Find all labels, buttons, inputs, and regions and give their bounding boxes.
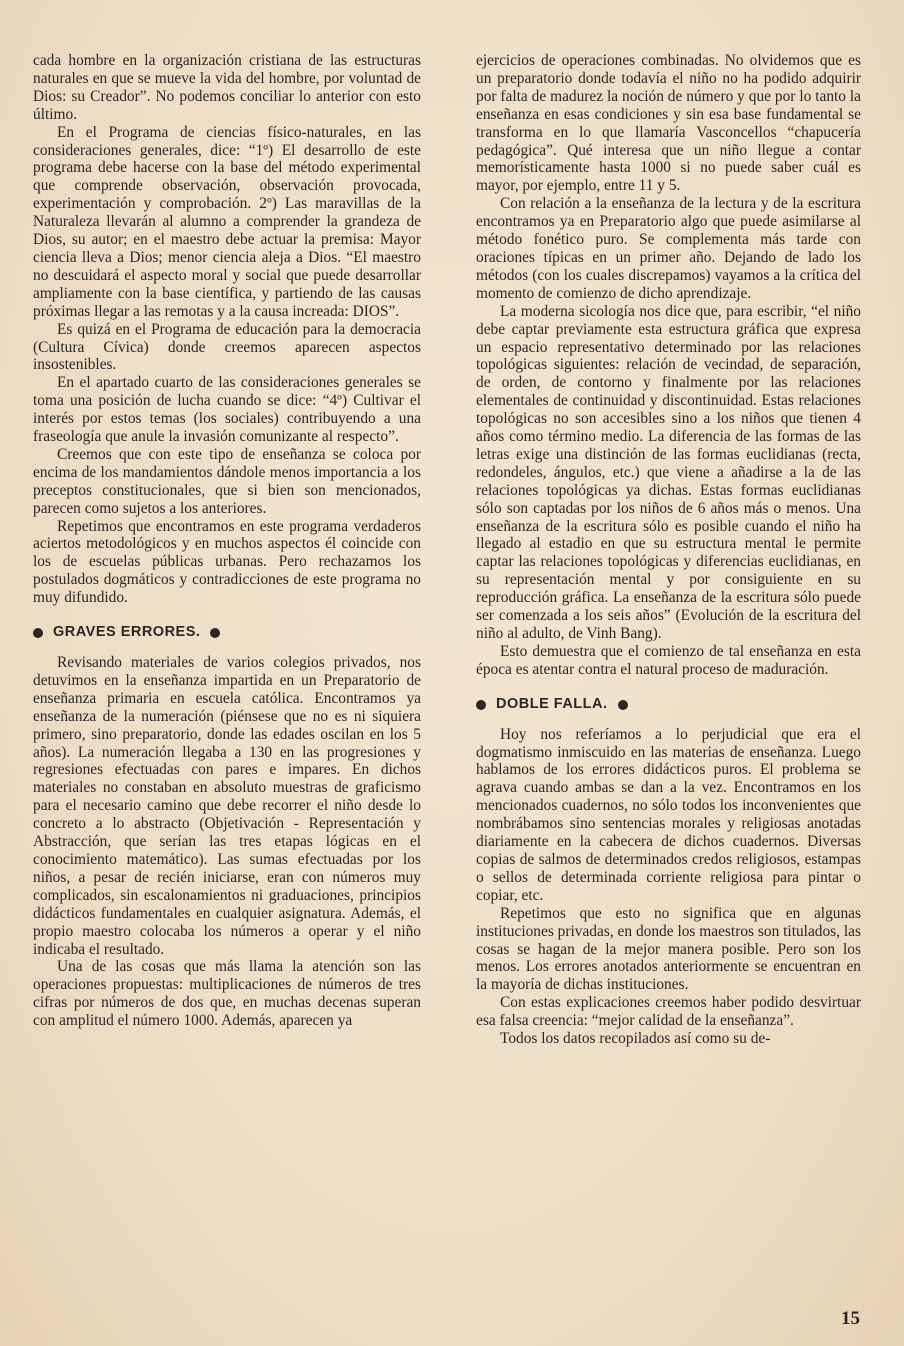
section-heading-doble-falla [476, 696, 861, 714]
paragraph: En el Programa de ciencias físico-naturales, en las consideraciones generales, dice: “1º) El desarrollo de este programa debe hacerse con la base del método experimental que comprende observación, observación provocada, experimentación y comprobación. 2º) Las maravillas de la Naturaleza llevarán al alumno a comprender la grandeza de Dios, su autor; en el maestro debe actuar la premisa: Mayor ciencia lleva a Dios; menor ciencia aleja a Dios. “El maestro no descuidará el aspecto moral y social que puede desarrollar ampliamente con la base científica, y partiendo de las causas próximas llegar a las remotas y a la causa increada: DIOS”. [33, 123, 421, 320]
paragraph: Creemos que con este tipo de enseñanza se coloca por encima de los mandamientos dándole menos importancia a los preceptos constitucionales, que si bien son mencionados, parecen como sujetos a los anteriores. [33, 445, 421, 517]
section-heading-graves-errores [33, 624, 421, 642]
paragraph: Todos los datos recopilados así como su de- [500, 1030, 771, 1048]
paragraph: Revisando materiales de varios colegios privados, nos detuvimos en la enseñanza impartida en un Preparatorio de enseñanza primaria en escuela católica. Encontramos ya enseñanza de la numeración (piénsese que no es ni siquiera primero, sino preparatorio, donde las edades oscilan en los 5 años). La numeración llegaba a 130 en las progresiones y regresiones efectuadas con pares e impares. En dichos materiales no constaban en absoluto muestras de graficismo para el necesario camino que debe recorrer el niño desde lo concreto a lo abstracto (Objetivación - Representación y Abstracción, que serían las tres etapas lógicas en el conocimiento matemático). Las sumas efectuadas por los niños, a pesar de recién iniciarse, eran con números muy complicados, sin escalonamientos ni graduaciones, principios didácticos fundamentales en cualquier asignatura. Además, el propio maestro colocaba los números a operar y el niño indicaba el resultado. [33, 654, 421, 958]
paragraph: Repetimos que esto no significa que en algunas instituciones privadas, en donde los maestros son titulados, las cosas se hagan de la mejor manera posible. Pero son los menos. Los errores anotados anteriormente se encuentran en la mayoría de dichas instituciones. [476, 904, 861, 994]
paragraph: cada hombre en la organización cristiana de las estructuras naturales en que se mueve la vida del hombre, por voluntad de Dios: su Creador”. No podemos conciliar lo anterior con esto último. [33, 52, 421, 123]
paragraph: Una de las cosas que más llama la atención son las operaciones propuestas: multiplicaciones de números de tres cifras por números de dos que, en muchas decenas superan con amplitud el número 1000. Además, aparecen ya [33, 958, 421, 1030]
bullet-icon [618, 700, 628, 710]
bullet-icon [476, 700, 486, 710]
page-number: 15 [841, 1308, 860, 1329]
paragraph: Repetimos que encontramos en este programa verdaderos aciertos metodológicos y en muchos aspectos él coincide con los de escuelas públicas urbanas. Pero rechazamos los postulados dogmáticos y contradicciones de este programa no muy difundido. [33, 517, 421, 607]
section-heading-text: GRAVES ERRORES. [53, 624, 201, 641]
section-heading-text: DOBLE FALLA. [496, 695, 608, 712]
paragraph: Con relación a la enseñanza de la lectura y de la escritura encontramos ya en Preparatorio algo que puede asimilarse al método fonético puro. Se complementa más tarde con oraciones típicas en un primer año. Dejando de lado los métodos (con los cuales discrepamos) vayamos a la crítica del momento de comienzo de dicho aprendizaje. [476, 195, 861, 302]
paragraph: Es quizá en el Programa de educación para la democracia (Cultura Cívica) donde creemos aparecen aspectos insostenibles. [33, 320, 421, 374]
paragraph: Con estas explicaciones creemos haber podido desvirtuar esa falsa creencia: “mejor calidad de la enseñanza”. [476, 994, 861, 1030]
bullet-icon [210, 628, 220, 638]
right-column [476, 52, 861, 1048]
paragraph: En el apartado cuarto de las consideraciones generales se toma una posición de lucha cuando se dice: “4º) Cultivar el interés por estos temas (los sociales) contribuyendo a una fraseología que anule la invasión comunizante al respecto”. [33, 374, 421, 446]
paragraph: Hoy nos referíamos a lo perjudicial que era el dogmatismo inmiscuido en las materias de enseñanza. Luego hablamos de los errores didácticos puros. El problema se agrava cuando ambas se dan a la vez. Encontramos en los mencionados cuadernos, no sólo todos los inconvenientes que nombrábamos sino sentencias morales y religiosas anotadas diariamente en la cabecera de dichos cuadernos. Diversas copias de salmos de determinados credos religiosos, estampas o sellos de determinada corriente religiosa para pintar o copiar, etc. [476, 725, 861, 904]
paragraph: La moderna sicología nos dice que, para escribir, “el niño debe captar previamente esta estructura gráfica que expresa un espacio representativo determinado por las relaciones topológicas siguientes: relación de vecindad, de separación, de orden, de contorno y finalmente por las relaciones elementales de continuidad y discontinuidad. Estas relaciones topológicas no son accesibles sino a los niños que tienen 4 años como término medio. La diferencia de las formas de las letras exige una distinción de las formas euclidianas (recta, redondeles, ángulos, etc.) que viene a añadirse a la de las relaciones topológicas ya dichas. Estas formas euclidianas sólo son captadas por los niños de 6 años más o menos. Una enseñanza de la escritura sólo es posible cuando el niño ha llegado al estadio en que su estructura mental le permite captar las relaciones topológicas y diferencias euclidianas, en su representación mental y por consiguiente en su reproducción gráfica. La enseñanza de la escritura sólo puede ser comenzada a los seis años” (Evolución de la escritura del niño al adulto, de Vinh Bang). [476, 302, 861, 642]
paragraph: ejercicios de operaciones combinadas. No olvidemos que es un preparatorio donde todavía el niño no ha podido adquirir por falta de madurez la noción de número y que por lo tanto la enseñanza en esas condiciones y sin esa base fundamental se transforma en lo que llamaría Vasconcellos “chapucería pedagógica”. Qué interesa que un niño llegue a contar memorísticamente hasta 1000 si no puede saber cuál es mayor, por ejemplo, entre 11 y 5. [476, 52, 861, 195]
paragraph: Esto demuestra que el comienzo de tal enseñanza en esta época es atentar contra el natural proceso de maduración. [476, 642, 861, 678]
bullet-icon [33, 628, 43, 638]
left-column [33, 52, 421, 1030]
